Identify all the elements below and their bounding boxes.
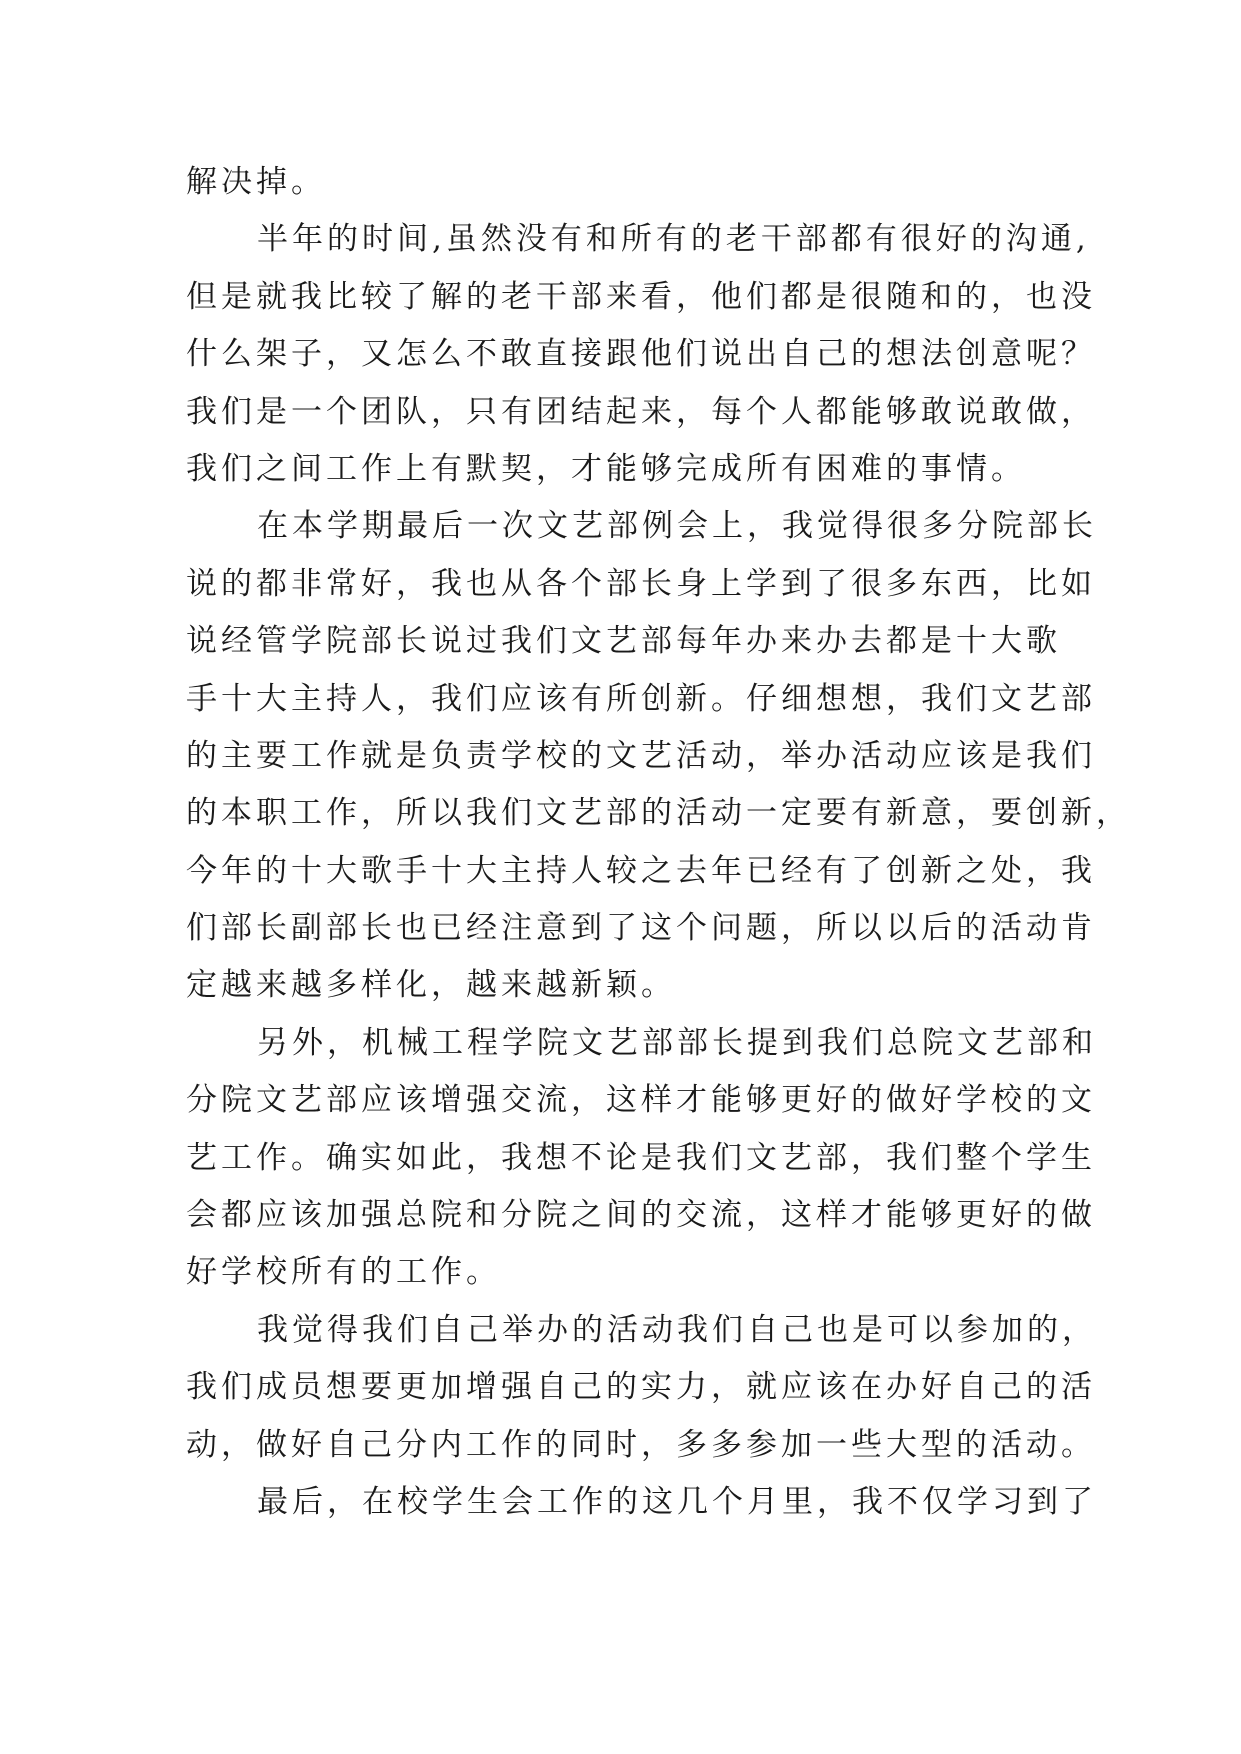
text-line: 说的都非常好，我也从各个部长身上学到了很多东西，比如 xyxy=(186,565,1096,602)
text-line: 解决掉。 xyxy=(186,164,326,200)
text-line: 艺工作。确实如此，我想不论是我们文艺部，我们整个学生 xyxy=(186,1139,1096,1176)
paragraph-first-line: 最后，在校学生会工作的这几个月里，我不仅学习到了 xyxy=(257,1483,1097,1520)
text-line: 我们成员想要更加增强自己的实力，就应该在办好自己的活 xyxy=(186,1369,1096,1406)
text-line: 的本职工作，所以我们文艺部的活动一定要有新意，要创新， xyxy=(186,795,1131,832)
text-line: 会都应该加强总院和分院之间的交流，这样才能够更好的做 xyxy=(186,1197,1096,1234)
text-line: 定越来越多样化，越来越新颖。 xyxy=(186,967,676,1004)
text-line: 今年的十大歌手十大主持人较之去年已经有了创新之处，我 xyxy=(186,852,1096,889)
text-line: 什么架子，又怎么不敢直接跟他们说出自己的想法创意呢？ xyxy=(186,336,1096,373)
text-line: 好学校所有的工作。 xyxy=(186,1254,501,1291)
text-line: 们部长副部长也已经注意到了这个问题，所以以后的活动肯 xyxy=(186,910,1096,947)
text-line: 的主要工作就是负责学校的文艺活动，举办活动应该是我们 xyxy=(186,737,1096,774)
text-line: 说经管学院部长说过我们文艺部每年办来办去都是十大歌 xyxy=(186,623,1061,660)
text-line: 动，做好自己分内工作的同时，多多参加一些大型的活动。 xyxy=(186,1426,1096,1463)
text-line: 我们之间工作上有默契，才能够完成所有困难的事情。 xyxy=(186,450,1026,487)
text-line: 我们是一个团队，只有团结起来，每个人都能够敢说敢做， xyxy=(186,393,1096,430)
text-line: 但是就我比较了解的老干部来看，他们都是很随和的，也没 xyxy=(186,278,1096,315)
body-text xyxy=(186,154,1131,1531)
paragraph-first-line: 我觉得我们自己举办的活动我们自己也是可以参加的， xyxy=(257,1311,1097,1348)
paragraph-first-line: 在本学期最后一次文艺部例会上，我觉得很多分院部长 xyxy=(257,508,1097,545)
paragraph-first-line: 另外，机械工程学院文艺部部长提到我们总院文艺部和 xyxy=(257,1024,1097,1061)
paragraph-first-line: 半年的时间,虽然没有和所有的老干部都有很好的沟通, xyxy=(257,221,1090,258)
text-line: 分院文艺部应该增强交流，这样才能够更好的做好学校的文 xyxy=(186,1082,1096,1119)
text-line: 手十大主持人，我们应该有所创新。仔细想想，我们文艺部 xyxy=(186,680,1096,717)
